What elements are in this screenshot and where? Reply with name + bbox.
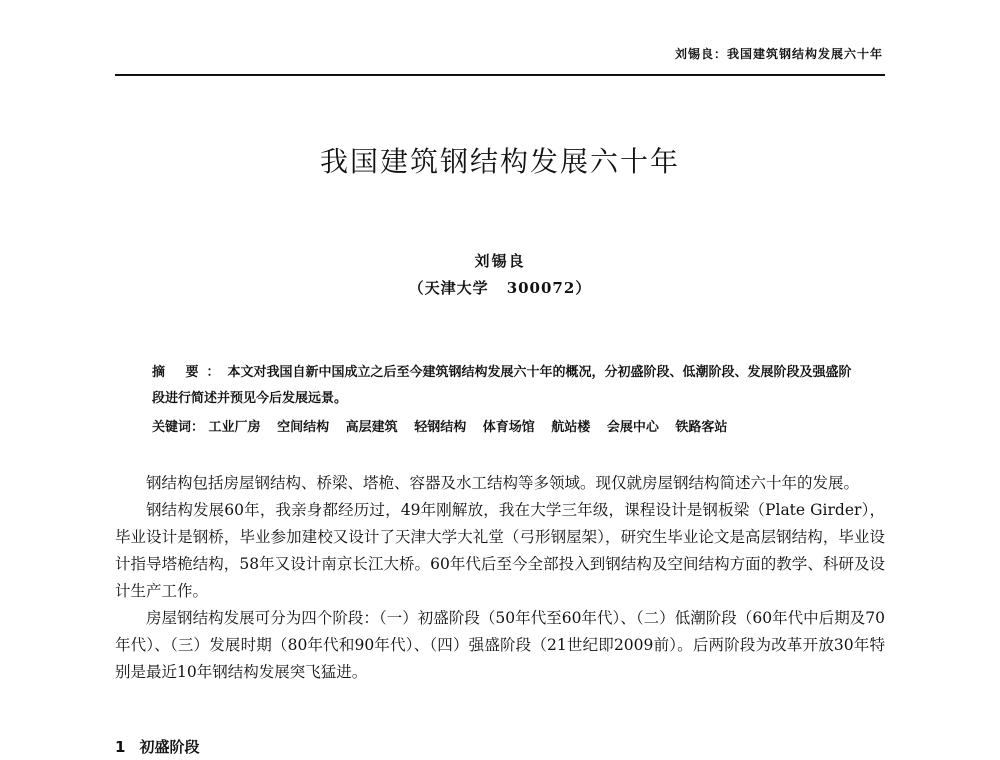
abstract bbox=[152, 360, 864, 412]
keyword: 轻钢结构 bbox=[414, 420, 467, 435]
affiliation-close-paren: ） bbox=[575, 279, 592, 297]
section-title: 初盛阶段 bbox=[139, 738, 200, 756]
running-header: 刘锡良：我国建筑钢结构发展六十年 bbox=[674, 47, 883, 61]
keyword: 航站楼 bbox=[551, 420, 591, 435]
keyword: 空间结构 bbox=[277, 420, 330, 435]
affiliation-postcode: 300072 bbox=[506, 279, 576, 297]
paper-title: 我国建筑钢结构发展六十年 bbox=[319, 145, 680, 178]
body-paragraph: 房屋钢结构发展可分为四个阶段：（一）初盛阶段（50年代至60年代）、（二）低潮阶段（60年代中后期及70年代）、（三）发展时期（80年代和90年代）、（四）强盛阶段（21世纪即2009前）。后两阶段为改革开放30年特别是最近10年钢结构发展突飞猛进。 bbox=[115, 609, 885, 681]
header-rule bbox=[115, 74, 885, 76]
affiliation-institution: 天津大学 bbox=[424, 279, 489, 297]
abstract-text: 本文对我国自新中国成立之后至今建筑钢结构发展六十年的概况，分初盛阶段、低潮阶段、发展阶段及强盛阶段进行简述并预见今后发展远景。 bbox=[152, 365, 852, 406]
section-heading bbox=[115, 736, 199, 757]
body-paragraph: 钢结构发展60年，我亲身都经历过，49年刚解放，我在大学三年级，课程设计是钢板梁（Plate Girder），毕业设计是钢桥，毕业参加建校又设计了天津大学大礼堂（弓形钢屋架），研究生毕业论文是高层钢结构，毕业设计指导塔桅结构，58年又设计南京长江大桥。60年代后至今全部投入到钢结构及空间结构方面的教学、科研及设计生产工作。 bbox=[115, 501, 885, 600]
keyword: 工业厂房 bbox=[208, 420, 261, 435]
keyword: 会展中心 bbox=[606, 420, 659, 435]
keyword: 高层建筑 bbox=[345, 420, 398, 435]
keyword: 铁路客站 bbox=[675, 420, 728, 435]
keyword: 体育场馆 bbox=[482, 420, 535, 435]
body-text bbox=[115, 470, 885, 686]
abstract-label: 摘 要： bbox=[152, 365, 228, 380]
author-affiliation bbox=[0, 277, 1000, 298]
section-number: 1 bbox=[115, 738, 126, 756]
body-paragraph: 钢结构包括房屋钢结构、桥梁、塔桅、容器及水工结构等多领域。现仅就房屋钢结构简述六十年的发展。 bbox=[146, 474, 860, 492]
affiliation-open-paren: （ bbox=[408, 279, 425, 297]
author-name: 刘锡良 bbox=[474, 252, 526, 270]
keywords-label: 关键词： bbox=[152, 420, 205, 435]
keywords bbox=[152, 416, 872, 435]
